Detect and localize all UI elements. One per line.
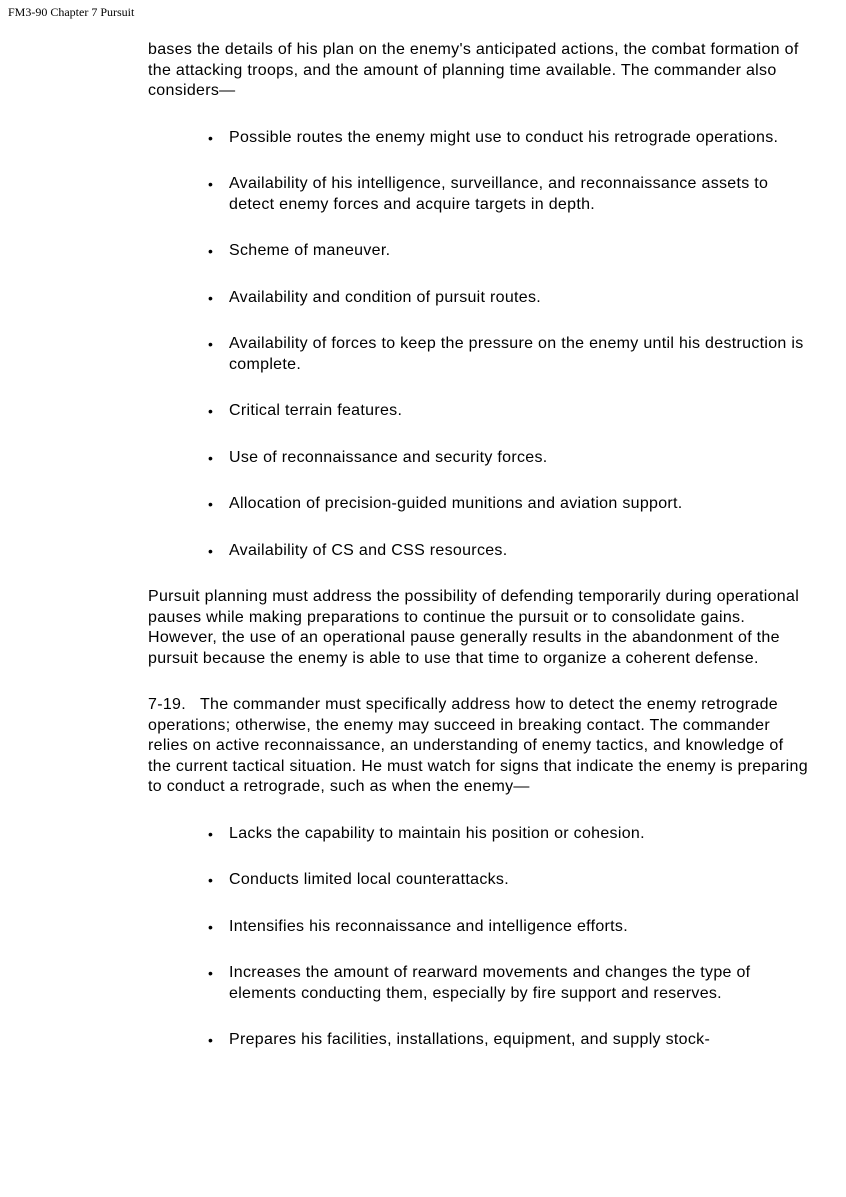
list-item-text: Scheme of maneuver. bbox=[229, 242, 391, 259]
list-item-text: Use of reconnaissance and security forces. bbox=[229, 448, 548, 466]
bullet-icon: • bbox=[208, 918, 214, 935]
considerations-list bbox=[148, 128, 808, 562]
bullet-icon: • bbox=[208, 129, 214, 146]
list-item bbox=[148, 917, 808, 938]
list-item-text: Critical terrain features. bbox=[229, 402, 403, 419]
bullet-icon: • bbox=[208, 403, 214, 419]
bullet-icon: • bbox=[208, 872, 214, 888]
list-item-text: Availability of forces to keep the pressure on the enemy until his destruction is complete. bbox=[229, 335, 804, 373]
list-item-text: Prepares his facilities, installations, equipment, and supply stock- bbox=[229, 1031, 711, 1048]
list-item bbox=[148, 448, 808, 469]
retrograde-signs-list bbox=[148, 824, 808, 1051]
list-item bbox=[148, 963, 808, 1004]
list-item-text: Intensifies his reconnaissance and intelligence efforts. bbox=[229, 917, 628, 935]
list-item bbox=[148, 174, 808, 215]
intro-paragraph: bases the details of his plan on the enemy's anticipated actions, the combat formation of the attacking troops, and the amount of planning time available. The commander also considers— bbox=[148, 41, 799, 99]
bullet-icon: • bbox=[208, 289, 214, 306]
list-item-text: Allocation of precision-guided munitions and aviation support. bbox=[229, 495, 683, 512]
bullet-icon: • bbox=[208, 496, 214, 512]
paragraph-text: The commander must specifically address how to detect the enemy retrograde operations; otherwise, the enemy may succeed in breaking contact. The commander relies on active reconnaissance, an understanding of enemy tactics, and knowledge of the current tactical situation. He must watch for signs that indicate the enemy is preparing to conduct a retrograde, such as when the enemy— bbox=[148, 696, 808, 795]
paragraph-number: 7-19. bbox=[148, 696, 186, 713]
list-item bbox=[148, 824, 808, 845]
list-item bbox=[148, 334, 808, 375]
list-item-text: Possible routes the enemy might use to conduct his retrograde operations. bbox=[229, 128, 779, 146]
running-head: FM3-90 Chapter 7 Pursuit bbox=[8, 5, 135, 19]
page-content bbox=[148, 40, 808, 1051]
planning-paragraph: Pursuit planning must address the possibility of defending temporarily during operational pauses while making preparations to continue the pursuit or to consolidate gains. However, the use of an operational pause generally results in the abandonment of the pursuit because the enemy is able to use that time to organize a coherent defense. bbox=[148, 588, 800, 667]
bullet-icon: • bbox=[208, 1032, 214, 1048]
bullet-icon: • bbox=[208, 449, 214, 466]
bullet-icon: • bbox=[208, 243, 214, 259]
list-item-text: Lacks the capability to maintain his position or cohesion. bbox=[229, 824, 645, 842]
list-item bbox=[148, 241, 808, 262]
list-item-text: Availability of CS and CSS resources. bbox=[229, 541, 508, 559]
list-item-text: Availability and condition of pursuit routes. bbox=[229, 288, 542, 306]
list-item bbox=[148, 494, 808, 515]
bullet-icon: • bbox=[208, 825, 214, 842]
list-item bbox=[148, 870, 808, 891]
list-item bbox=[148, 128, 808, 149]
list-item bbox=[148, 401, 808, 422]
list-item bbox=[148, 1030, 808, 1051]
bullet-icon: • bbox=[208, 542, 214, 559]
list-item-text: Increases the amount of rearward movements and changes the type of elements conducting them, especially by fire support and reserves. bbox=[229, 964, 751, 1002]
paragraph-7-19 bbox=[148, 695, 808, 798]
list-item-text: Conducts limited local counterattacks. bbox=[229, 871, 509, 888]
list-item bbox=[148, 288, 808, 309]
list-item bbox=[148, 541, 808, 562]
bullet-icon: • bbox=[208, 176, 214, 192]
bullet-icon: • bbox=[208, 336, 214, 352]
list-item-text: Availability of his intelligence, surveillance, and reconnaissance assets to detect enemy forces and acquire targets in depth. bbox=[229, 175, 769, 213]
bullet-icon: • bbox=[208, 965, 214, 981]
